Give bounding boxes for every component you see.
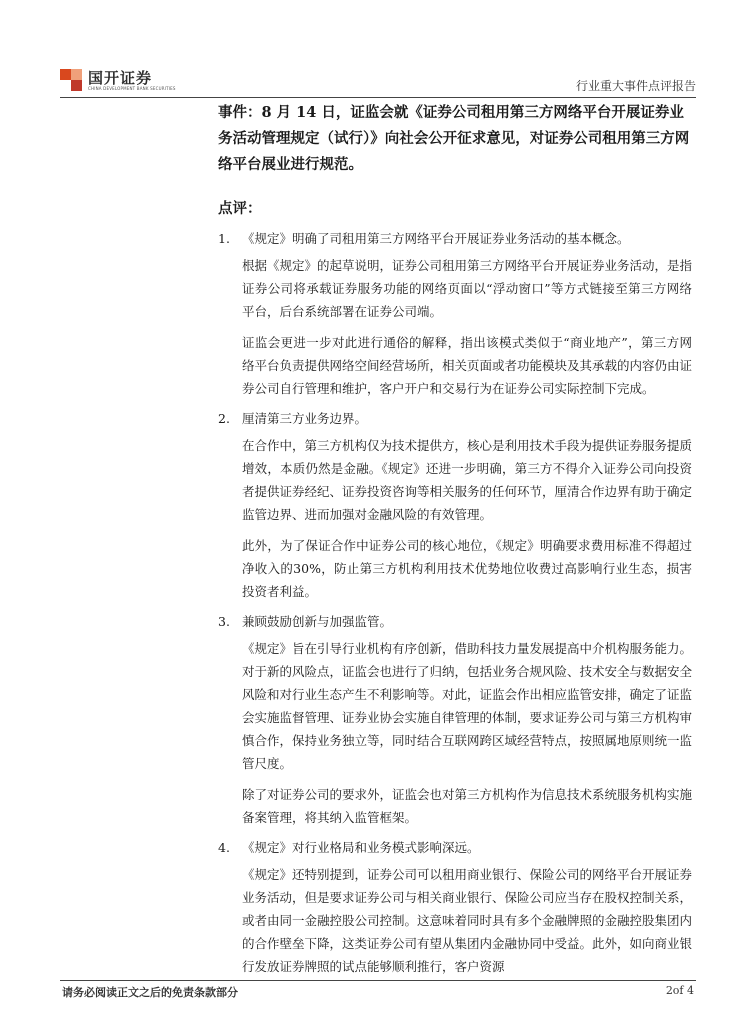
- section-number: 1.: [218, 231, 230, 246]
- paragraph: 在合作中，第三方机构仅为技术提供方，核心是利用技术手段为提供证券服务提质增效，本质仍然是金融。《规定》还进一步明确，第三方不得介入证券公司向投资者提供证券经纪、证券投资咨询等相关服务的任何环节，厘清合作边界有助于确定监管边界、进而加强对金融风险的有效管理。: [242, 438, 693, 522]
- paragraph: 根据《规定》的起草说明，证券公司租用第三方网络平台开展证券业务活动，是指证券公司将承载证券服务功能的网络页面以“浮动窗口”等方式链接至第三方网络平台，后台系统部署在证券公司端。: [242, 258, 693, 319]
- page-header: [60, 62, 696, 96]
- comment-heading: 点评：: [218, 200, 262, 217]
- paragraph: 《规定》旨在引导行业机构有序创新，借助科技力量发展提高中介机构服务能力。对于新的风险点，证监会也进行了归纳，包括业务合规风险、技术安全与数据安全风险和对行业生态产生不利影响等。对此，证监会作出相应监管安排，确定了证监会实施监督管理、证券业协会实施自律管理的体制，要求证券公司与第三方机构审慎合作，保持业务独立等，同时结合互联网跨区域经营特点，按照属地原则统一监管尺度。: [242, 641, 693, 771]
- section-title: 厘清第三方业务边界。: [242, 411, 368, 426]
- section-title: 《规定》明确了司租用第三方网络平台开展证券业务活动的基本概念。: [242, 231, 630, 246]
- section-title: 兼顾鼓励创新与加强监管。: [242, 614, 393, 629]
- event-summary: 事件：8 月 14 日，证监会就《证券公司租用第三方网络平台开展证券业务活动管理规定（试行）》向社会公开征求意见，对证券公司租用第三方网络平台展业进行规范。: [218, 104, 690, 173]
- logo-subtitle: CHINA DEVELOPMENT BANK SECURITIES: [88, 85, 176, 91]
- footer-divider: [60, 980, 696, 981]
- logo-name: 国开证券: [88, 68, 153, 87]
- logo-mark-icon: [60, 69, 82, 91]
- report-body: [218, 100, 692, 986]
- document-type: 行业重大事件点评报告: [575, 79, 696, 93]
- paragraph: 此外，为了保证合作中证券公司的核心地位，《规定》明确要求费用标准不得超过净收入的30%，防止第三方机构利用技术优势地位收费过高影响行业生态，损害投资者利益。: [242, 538, 692, 599]
- footer-disclaimer: 请务必阅读正文之后的免责条款部分: [62, 986, 238, 999]
- section-number: 3.: [218, 614, 230, 629]
- section-title: 《规定》对行业格局和业务模式影响深远。: [242, 840, 480, 855]
- page-number: 2of 4: [665, 984, 694, 997]
- paragraph: 证监会更进一步对此进行通俗的解释，指出该模式类似于“商业地产”，第三方网络平台负责提供网络空间经营场所，相关页面或者功能模块及其承载的内容仍由证券公司自行管理和维护，客户开户和交易行为在证券公司实际控制下完成。: [242, 335, 693, 396]
- header-divider: [60, 97, 696, 98]
- section-3: [218, 611, 692, 829]
- section-number: 4.: [218, 840, 230, 855]
- section-1: [218, 228, 692, 400]
- section-4: [218, 837, 692, 978]
- paragraph: 除了对证券公司的要求外，证监会也对第三方机构作为信息技术系统服务机构实施备案管理，将其纳入监管框架。: [242, 787, 693, 825]
- company-logo: [60, 66, 176, 94]
- section-2: [218, 408, 692, 603]
- section-number: 2.: [218, 411, 230, 426]
- paragraph: 《规定》还特别提到，证券公司可以租用商业银行、保险公司的网络平台开展证券业务活动，但是要求证券公司与相关商业银行、保险公司应当存在股权控制关系，或者由同一金融控股公司控制。这意味着同时具有多个金融牌照的金融控股集团内的合作壁垒下降，这类证券公司有望从集团内金融协同中受益。此外，如向商业银行发放证券牌照的试点能够顺利推行，客户资源: [242, 867, 693, 974]
